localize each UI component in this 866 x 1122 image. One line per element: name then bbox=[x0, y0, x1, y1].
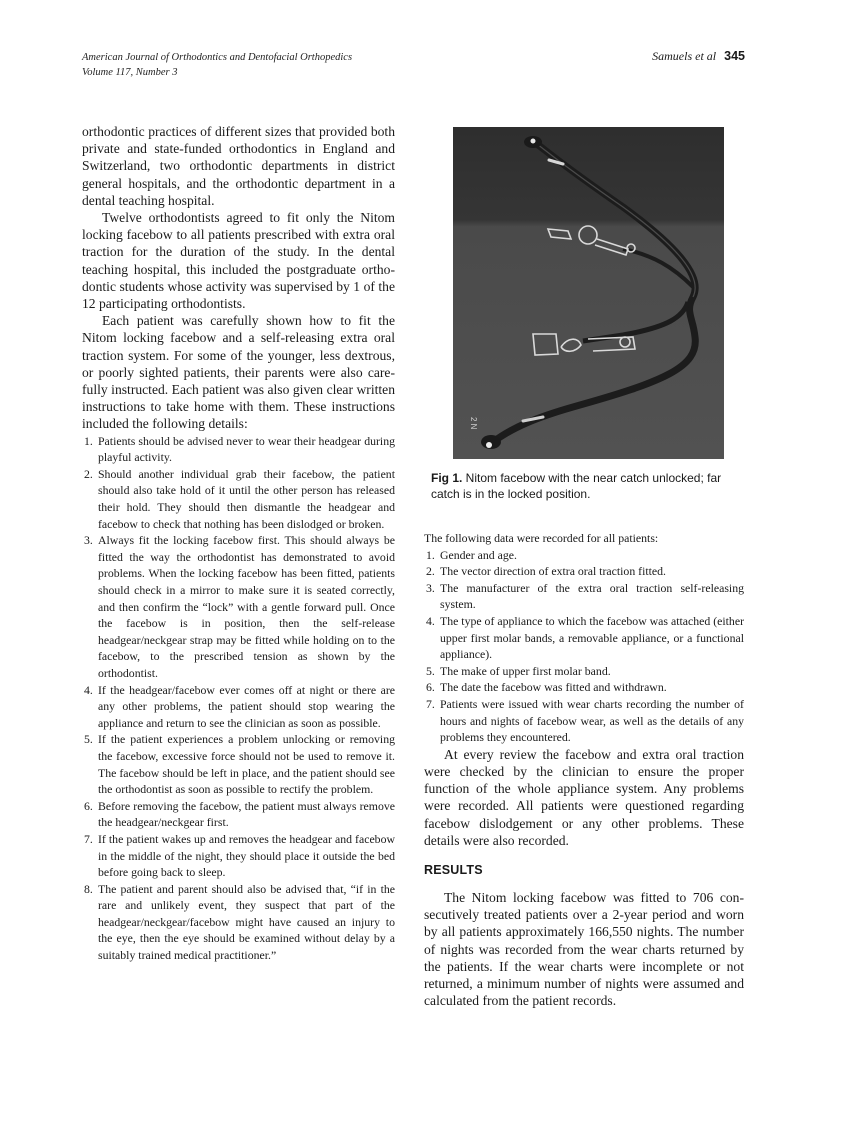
instructions-list bbox=[82, 433, 395, 964]
paragraph-practices: orthodontic practices of different sizes that provided both private and state-funded orthodontics in England and Switzerland, two orthodontic departments in district general hospitals, and the orthodontic department in a dental teaching hospital. bbox=[82, 124, 395, 208]
left-column bbox=[82, 123, 395, 964]
list-item: 8. The patient and parent should also be advised that, “if in the rare and unlikely event, they suspect that part of the headgear/neckgear/facebow might have caused an injury to the eye, then the eye should be examined without delay by a suitably trained medical practitioner.” bbox=[84, 881, 395, 963]
list-item: 1. Patients should be advised never to wear their headgear during playful activity. bbox=[84, 433, 395, 465]
list-item: 5. If the patient experiences a problem unlocking or removing the facebow, excessive force should not be used to remove it. The facebow should be left in place, and the patient should see the orthodontist as soon as possible to rectify the problem. bbox=[84, 732, 395, 797]
facebow-image bbox=[453, 127, 724, 459]
recorded-data-list bbox=[424, 547, 744, 746]
list-item: 4. The type of appliance to which the facebow was attached (either upper first molar bands, a removable appliance, or a functional appliance). bbox=[426, 613, 744, 662]
figure-caption bbox=[431, 470, 751, 502]
journal-volume: Volume 117, Number 3 bbox=[82, 67, 178, 78]
list-item: 4. If the headgear/facebow ever comes off at night or there are any other problems, the patient should stop wearing the appliance and return to see the clinician as soon as possible. bbox=[84, 682, 395, 730]
figure-facebow-photo bbox=[453, 127, 724, 459]
list-item: 7. Patients were issued with wear charts recording the number of hours and nights of facebow wear, as well as the details of any problems they encountered. bbox=[426, 696, 744, 745]
list-item: 2. Should another individual grab their facebow, the patient should also take hold of it until the other person has released their hold. They should then dismantle the headgear and facebow to check that nothing has been dislodged or broken. bbox=[84, 466, 395, 531]
figure-caption-text: Nitom facebow with the near catch unlocked; far catch is in the locked position. bbox=[431, 471, 722, 501]
list-item: 5. The make of upper first molar band. bbox=[426, 663, 611, 678]
svg-text:2 N: 2 N bbox=[469, 417, 478, 430]
running-header-journal bbox=[82, 50, 352, 80]
list-item: 1. Gender and age. bbox=[426, 547, 517, 562]
paragraph-review: At every review the facebow and extra oral traction were checked by the clinician to ensure the proper function of the whole appliance system. Any problems were recorded. All patients were questioned regarding facebow dislodgement or any other problems. These details were also recorded. bbox=[424, 746, 744, 848]
paragraph-patient-instruction: Each patient was carefully shown how to fit the Nitom locking facebow and a self-releasing extra oral traction system. For some of the younger, less dextrous, or poorly sighted patients, their parents were also carefully instructed. Each patient was also given clear written instructions to take home with them. These instructions included the following details: bbox=[82, 313, 395, 432]
journal-title: American Journal of Orthodontics and Dentofacial Orthopedics bbox=[82, 52, 353, 63]
list-item: 7. If the patient wakes up and removes the headgear and facebow in the middle of the night, they should place it outside the bed before going back to sleep. bbox=[84, 831, 395, 880]
running-header-page bbox=[600, 49, 745, 64]
page-number: 345 bbox=[724, 49, 745, 63]
data-intro: The following data were recorded for all patients: bbox=[424, 531, 659, 545]
section-heading-results: RESULTS bbox=[424, 862, 483, 877]
list-item: 3. Always fit the locking facebow first. This should always be fitted the way the orthodontist has demonstrated to avoid problems. When the locking facebow has been fitted, patients should check in a mirror to make sure it is seated correctly, and then confirm the “lock” with a gentle forward pull. Once the facebow is in position, then the self-release headgear/neckgear strap may be fitted while holding on to the facebow, to the prescribed tension as shown by the orthodontist. bbox=[84, 533, 395, 680]
list-item: 6. Before removing the facebow, the patient must always remove the headgear/neckgear first. bbox=[84, 798, 395, 830]
list-item: 6. The date the facebow was fitted and withdrawn. bbox=[426, 680, 667, 695]
list-item: 2. The vector direction of extra oral traction fitted. bbox=[426, 564, 667, 579]
paragraph-results: The Nitom locking facebow was fitted to 706 consecutively treated patients over a 2-year period and worn by all patients approximately 166,550 nights. The number of nights was recorded from the wear charts returned by the patients. If the wear charts were incomplete or not returned, a minimum number of nights were assumed and calculated from the patient records. bbox=[424, 889, 744, 1009]
list-item: 3. The manufacturer of the extra oral traction self-releasing system. bbox=[426, 580, 744, 612]
paragraph-orthodontists: Twelve orthodontists agreed to fit only the Nitom locking facebow to all patients prescribed with extra oral traction for the duration of the study. In the dental teaching hospital, this included the postgraduate orthodontic students whose activity was supervised by 1 of the 12 participating orthodontists. bbox=[82, 210, 395, 312]
author-line: Samuels et al bbox=[652, 49, 717, 63]
right-column bbox=[424, 530, 744, 1009]
figure-label: Fig 1. bbox=[431, 471, 463, 485]
